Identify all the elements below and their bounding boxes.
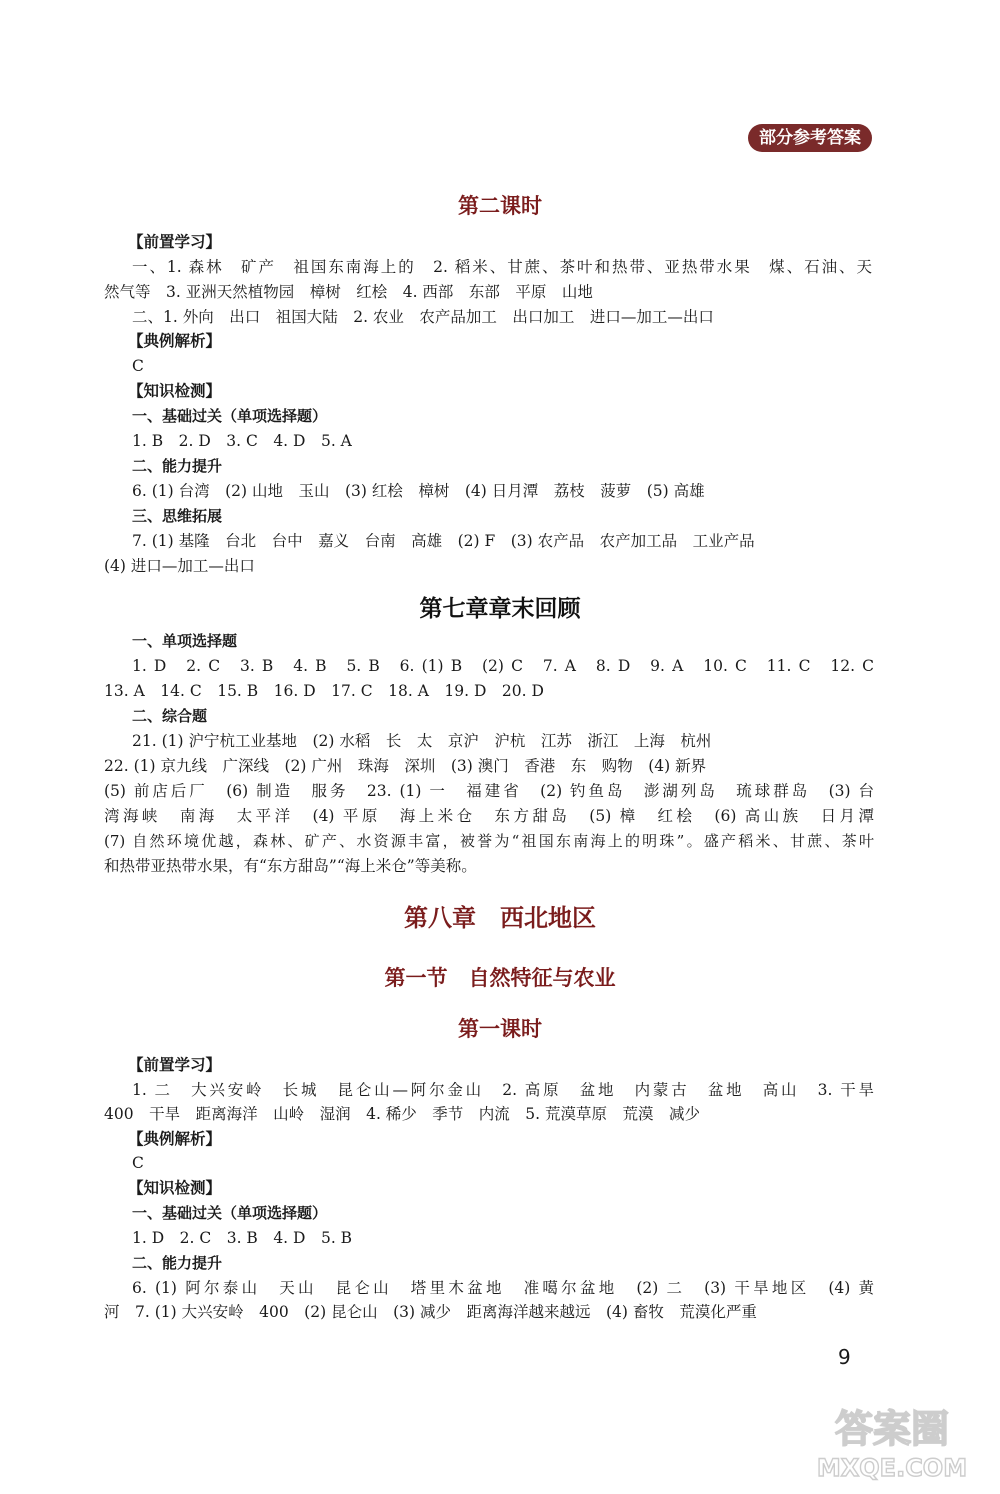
answer-line: (4) 进口—加工—出口 <box>104 557 255 575</box>
watermark-url: MXQE.COM <box>816 1454 968 1482</box>
answer-line: 22. (1) 京九线 广深线 (2) 广州 珠海 深圳 (3) 澳门 香港 东 购物 (4) 新界 <box>104 757 707 775</box>
answer-line: 6. (1) 台湾 (2) 山地 玉山 (3) 红桧 樟树 (4) 日月潭 荔枝 菠萝 (5) 高雄 <box>132 482 705 500</box>
lesson2-title: 第二课时 <box>458 194 542 218</box>
example-label: 【典例解析】 <box>128 1130 222 1148</box>
basic-subhead: 一、基础过关（单项选择题） <box>132 407 328 425</box>
lesson1-title: 第一课时 <box>458 1017 542 1041</box>
basic-subhead: 一、基础过关（单项选择题） <box>132 1204 328 1222</box>
answer-line: (5) 前店后厂 (6) 制造 服务 23. (1) 一 福建省 (2) 钓鱼岛 澎湖列岛 琉球群岛 (3) 台 <box>104 782 874 800</box>
answer-line: 13. A 14. C 15. B 16. D 17. C 18. A 19. D 20. D <box>104 682 544 700</box>
watermark-text: 答案圈 <box>834 1407 950 1451</box>
check-label: 【知识检测】 <box>128 382 222 400</box>
example-answer: C <box>132 1154 144 1172</box>
answer-line: 21. (1) 沪宁杭工业基地 (2) 水稻 长 太 京沪 沪杭 江苏 浙江 上海 杭州 <box>132 732 712 750</box>
comprehensive-subhead: 二、综合题 <box>132 707 208 725</box>
ability-subhead: 二、能力提升 <box>132 457 223 475</box>
thinking-subhead: 三、思维拓展 <box>132 507 223 525</box>
single-choice-subhead: 一、单项选择题 <box>132 632 238 650</box>
page-number: 9 <box>838 1345 851 1369</box>
chapter7-review-title: 第七章章末回顾 <box>419 596 581 622</box>
example-label: 【典例解析】 <box>128 332 222 350</box>
answer-line: 和热带亚热带水果，有“东方甜岛”“海上米仓”等美称。 <box>104 857 477 875</box>
answer-line: 然气等 3. 亚洲天然植物园 樟树 红桧 4. 西部 东部 平原 山地 <box>104 283 593 301</box>
check-label: 【知识检测】 <box>128 1179 222 1197</box>
answer-line: 400 干旱 距离海洋 山岭 湿润 4. 稀少 季节 内流 5. 荒漠草原 荒漠 减少 <box>104 1105 701 1123</box>
answer-line: 二、1. 外向 出口 祖国大陆 2. 农业 农产品加工 出口加工 进口—加工—出口 <box>132 308 714 326</box>
pre-study-label: 【前置学习】 <box>128 1056 222 1074</box>
answer-line: 1. D 2. C 3. B 4. B 5. B 6. (1) B (2) C 7. A 8. D 9. A 10. C 11. C 12. C <box>132 657 874 675</box>
answer-line: 6. (1) 阿尔泰山 天山 昆仑山 塔里木盆地 准噶尔盆地 (2) 二 (3) 干旱地区 (4) 黄 <box>132 1279 874 1297</box>
section1-title: 第一节 自然特征与农业 <box>384 966 616 990</box>
watermark-logo <box>812 1400 972 1484</box>
answer-line: 1. 二 大兴安岭 长城 昆仑山—阿尔金山 2. 高原 盆地 内蒙古 盆地 高山 3. 干旱 <box>132 1081 874 1099</box>
pre-study-label: 【前置学习】 <box>128 233 222 251</box>
answer-line: 河 7. (1) 大兴安岭 400 (2) 昆仑山 (3) 减少 距离海洋越来越远 (4) 畜牧 荒漠化严重 <box>104 1303 757 1321</box>
answer-key-badge: 部分参考答案 <box>748 124 872 152</box>
chapter8-title: 第八章 西北地区 <box>404 904 596 932</box>
answer-line: 一、1. 森林 矿产 祖国东南海上的 2. 稻米、甘蔗、茶叶和热带、亚热带水果 煤、石油、天 <box>132 258 872 276</box>
example-answer: C <box>132 357 144 375</box>
answer-line: (7) 自然环境优越，森林、矿产、水资源丰富，被誉为“祖国东南海上的明珠”。盛产稻米、甘蔗、茶叶 <box>104 832 874 850</box>
answer-line: 1. D 2. C 3. B 4. D 5. B <box>132 1229 353 1247</box>
answer-line: 湾海峡 南海 太平洋 (4) 平原 海上米仓 东方甜岛 (5) 樟 红桧 (6) 高山族 日月潭 <box>104 807 874 825</box>
answer-line: 7. (1) 基隆 台北 台中 嘉义 台南 高雄 (2) F (3) 农产品 农产加工品 工业产品 <box>132 532 755 550</box>
ability-subhead: 二、能力提升 <box>132 1254 223 1272</box>
answer-line: 1. B 2. D 3. C 4. D 5. A <box>132 432 352 450</box>
